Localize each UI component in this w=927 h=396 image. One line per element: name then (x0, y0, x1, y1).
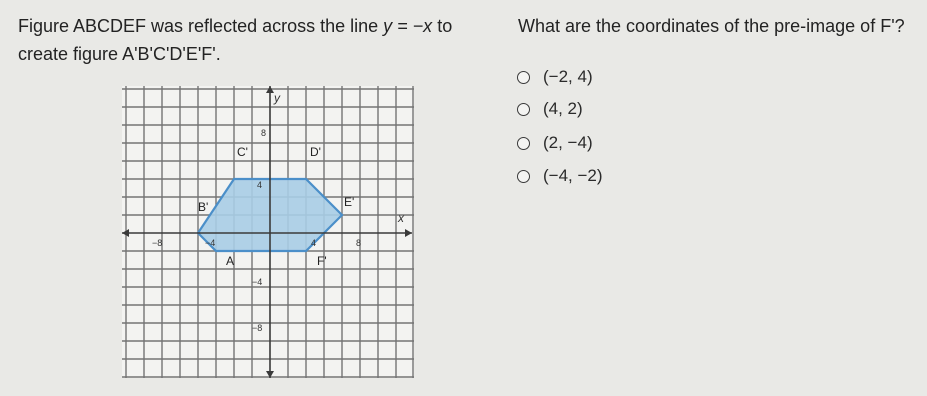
vertex-label-d: D' (310, 145, 321, 159)
choice-label: (−2, 4) (543, 67, 593, 86)
answer-choice-3[interactable] (517, 130, 593, 156)
vertex-label-e: E' (344, 195, 355, 209)
tick-label-y-4: 4 (257, 180, 263, 190)
radio-button-icon[interactable] (517, 103, 530, 116)
tick-label-x-neg8: −8 (152, 238, 163, 248)
reflection-line-equation: y = −x (383, 16, 433, 36)
statement-prefix: Figure ABCDEF was reflected across the line (18, 16, 384, 36)
answer-choice-4[interactable] (517, 163, 603, 189)
coordinate-grid (122, 86, 414, 378)
tick-label-y-neg8: −8 (252, 323, 263, 333)
problem-statement-line-1 (18, 14, 452, 38)
statement-suffix: to (432, 16, 453, 36)
choice-label: (2, −4) (543, 133, 593, 152)
tick-label-x-8: 8 (356, 238, 362, 248)
vertex-label-a: A (226, 254, 235, 268)
radio-button-icon[interactable] (517, 71, 530, 84)
vertex-label-c: C' (237, 145, 248, 159)
tick-label-x-neg4: −4 (205, 238, 216, 248)
radio-button-icon[interactable] (517, 170, 530, 183)
radio-button-icon[interactable] (517, 137, 530, 150)
tick-label-x-4: 4 (311, 238, 317, 248)
choice-label: (−4, −2) (543, 166, 603, 185)
coordinate-graph (122, 86, 414, 383)
vertex-label-f: F' (317, 254, 327, 268)
answer-choice-2[interactable] (517, 96, 583, 122)
tick-label-y-8: 8 (261, 128, 267, 138)
answer-choice-1[interactable] (517, 64, 593, 90)
choice-label: (4, 2) (543, 99, 583, 118)
y-axis-label: y (274, 91, 280, 105)
question-text: What are the coordinates of the pre-image of F'? (518, 16, 905, 36)
vertex-label-b: B' (198, 200, 209, 214)
x-axis-label: x (398, 211, 404, 225)
tick-label-y-neg4: −4 (252, 277, 263, 287)
problem-statement-line-2: create figure A'B'C'D'E'F'. (18, 44, 221, 64)
